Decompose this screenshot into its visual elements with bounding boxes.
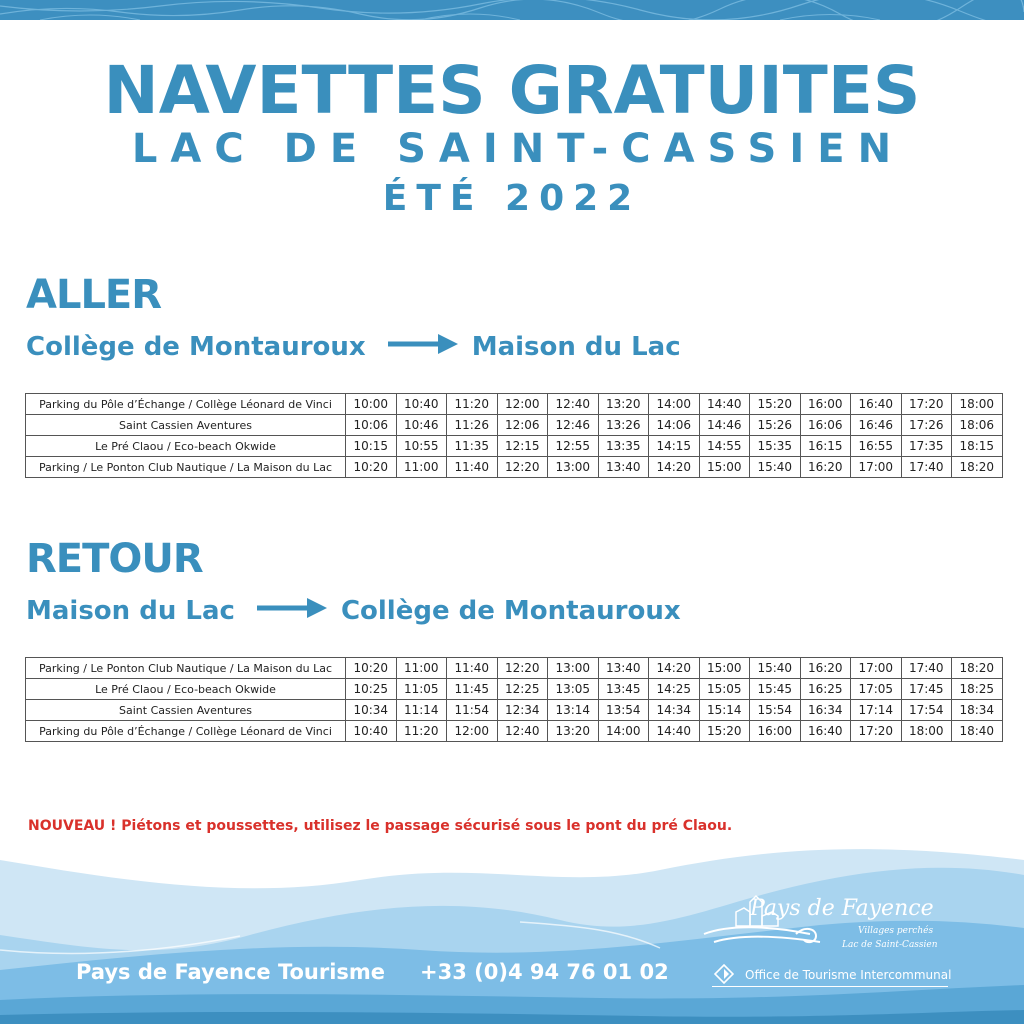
departure-time-cell: 12:00 — [497, 394, 548, 415]
aller-route — [26, 332, 681, 362]
title-block — [0, 52, 1024, 224]
departure-time-cell: 11:54 — [447, 700, 498, 721]
departure-time-cell: 17:20 — [851, 721, 902, 742]
departure-time-cell: 14:34 — [649, 700, 700, 721]
departure-time-cell: 17:54 — [901, 700, 952, 721]
departure-time-cell: 16:15 — [800, 436, 851, 457]
departure-time-cell: 12:34 — [497, 700, 548, 721]
departure-time-cell: 10:06 — [346, 415, 397, 436]
departure-time-cell: 17:26 — [901, 415, 952, 436]
departure-time-cell: 13:35 — [598, 436, 649, 457]
office-label: Office de Tourisme Intercommunal — [745, 968, 952, 982]
departure-time-cell: 13:20 — [548, 721, 599, 742]
table-row — [26, 721, 1003, 742]
departure-time-cell: 17:40 — [901, 457, 952, 478]
departure-time-cell: 12:40 — [497, 721, 548, 742]
departure-time-cell: 12:00 — [447, 721, 498, 742]
table-row — [26, 394, 1003, 415]
departure-time-cell: 15:20 — [699, 721, 750, 742]
departure-time-cell: 11:20 — [396, 721, 447, 742]
departure-time-cell: 15:40 — [750, 457, 801, 478]
departure-time-cell: 16:34 — [800, 700, 851, 721]
page-title: NAVETTES GRATUITES — [103, 52, 921, 129]
departure-time-cell: 12:15 — [497, 436, 548, 457]
departure-time-cell: 15:05 — [699, 679, 750, 700]
departure-time-cell: 13:20 — [598, 394, 649, 415]
departure-time-cell: 16:20 — [800, 658, 851, 679]
stop-name-cell: Parking du Pôle d’Échange / Collège Léonard de Vinci — [26, 721, 346, 742]
departure-time-cell: 17:45 — [901, 679, 952, 700]
departure-time-cell: 14:46 — [699, 415, 750, 436]
departure-time-cell: 16:00 — [800, 394, 851, 415]
departure-time-cell: 15:35 — [750, 436, 801, 457]
stop-name-cell: Le Pré Claou / Eco-beach Okwide — [26, 679, 346, 700]
departure-time-cell: 12:46 — [548, 415, 599, 436]
departure-time-cell: 12:40 — [548, 394, 599, 415]
footer — [0, 840, 1024, 1024]
departure-time-cell: 15:20 — [750, 394, 801, 415]
departure-time-cell: 14:20 — [649, 658, 700, 679]
departure-time-cell: 17:20 — [901, 394, 952, 415]
retour-route-to: Collège de Montauroux — [340, 596, 681, 626]
logo-tagline: Villages perchés — [858, 926, 934, 936]
departure-time-cell: 11:20 — [447, 394, 498, 415]
departure-time-cell: 10:46 — [396, 415, 447, 436]
departure-time-cell: 18:34 — [952, 700, 1003, 721]
departure-time-cell: 10:55 — [396, 436, 447, 457]
departure-time-cell: 11:26 — [447, 415, 498, 436]
departure-time-cell: 11:45 — [447, 679, 498, 700]
departure-time-cell: 14:00 — [598, 721, 649, 742]
departure-time-cell: 13:40 — [598, 457, 649, 478]
departure-time-cell: 12:25 — [497, 679, 548, 700]
departure-time-cell: 14:00 — [649, 394, 700, 415]
departure-time-cell: 14:25 — [649, 679, 700, 700]
aller-timetable — [25, 393, 1003, 478]
departure-time-cell: 17:05 — [851, 679, 902, 700]
retour-heading: RETOUR — [26, 536, 203, 582]
stop-name-cell: Parking / Le Ponton Club Nautique / La Maison du Lac — [26, 457, 346, 478]
retour-route — [26, 596, 681, 626]
season-year: ÉTÉ 2022 — [382, 178, 642, 219]
logo-divider — [712, 986, 948, 987]
departure-time-cell: 18:00 — [952, 394, 1003, 415]
departure-time-cell: 16:40 — [851, 394, 902, 415]
table-row — [26, 436, 1003, 457]
departure-time-cell: 16:00 — [750, 721, 801, 742]
logo-name: Pays de Fayence — [750, 896, 934, 921]
departure-time-cell: 18:20 — [952, 457, 1003, 478]
departure-time-cell: 18:15 — [952, 436, 1003, 457]
departure-time-cell: 11:14 — [396, 700, 447, 721]
top-decorative-band — [0, 0, 1024, 20]
departure-time-cell: 17:35 — [901, 436, 952, 457]
departure-time-cell: 17:00 — [851, 658, 902, 679]
logo-tagline: Lac de Saint-Cassien — [842, 940, 938, 950]
departure-time-cell: 17:00 — [851, 457, 902, 478]
departure-time-cell: 14:06 — [649, 415, 700, 436]
table-row — [26, 415, 1003, 436]
retour-route-from: Maison du Lac — [26, 596, 235, 626]
departure-time-cell: 18:06 — [952, 415, 1003, 436]
departure-time-cell: 11:40 — [447, 457, 498, 478]
departure-time-cell: 14:15 — [649, 436, 700, 457]
departure-time-cell: 10:40 — [396, 394, 447, 415]
departure-time-cell: 10:25 — [346, 679, 397, 700]
departure-time-cell: 18:00 — [901, 721, 952, 742]
departure-time-cell: 10:20 — [346, 658, 397, 679]
topographic-pattern — [0, 0, 1024, 20]
departure-time-cell: 15:26 — [750, 415, 801, 436]
departure-time-cell: 13:00 — [548, 658, 599, 679]
departure-time-cell: 12:20 — [497, 658, 548, 679]
departure-time-cell: 16:55 — [851, 436, 902, 457]
table-row — [26, 457, 1003, 478]
departure-time-cell: 14:40 — [649, 721, 700, 742]
departure-time-cell: 10:00 — [346, 394, 397, 415]
departure-time-cell: 15:14 — [699, 700, 750, 721]
departure-time-cell: 13:45 — [598, 679, 649, 700]
departure-time-cell: 10:40 — [346, 721, 397, 742]
aller-heading: ALLER — [26, 272, 162, 318]
departure-time-cell: 10:15 — [346, 436, 397, 457]
departure-time-cell: 15:45 — [750, 679, 801, 700]
departure-time-cell: 15:00 — [699, 457, 750, 478]
stop-name-cell: Saint Cassien Aventures — [26, 700, 346, 721]
departure-time-cell: 14:55 — [699, 436, 750, 457]
table-row — [26, 658, 1003, 679]
departure-time-cell: 12:20 — [497, 457, 548, 478]
departure-time-cell: 14:40 — [699, 394, 750, 415]
departure-time-cell: 17:40 — [901, 658, 952, 679]
departure-time-cell: 13:54 — [598, 700, 649, 721]
departure-time-cell: 18:20 — [952, 658, 1003, 679]
arrow-right-icon — [388, 332, 458, 362]
phone-number-link[interactable]: +33 (0)4 94 76 01 02 — [420, 960, 669, 984]
departure-time-cell: 10:20 — [346, 457, 397, 478]
departure-time-cell: 11:35 — [447, 436, 498, 457]
table-row — [26, 679, 1003, 700]
retour-timetable — [25, 657, 1003, 742]
departure-time-cell: 14:20 — [649, 457, 700, 478]
departure-time-cell: 13:40 — [598, 658, 649, 679]
stop-name-cell: Le Pré Claou / Eco-beach Okwide — [26, 436, 346, 457]
departure-time-cell: 15:40 — [750, 658, 801, 679]
aller-route-from: Collège de Montauroux — [26, 332, 366, 362]
departure-time-cell: 11:00 — [396, 457, 447, 478]
departure-time-cell: 13:00 — [548, 457, 599, 478]
arrow-right-icon — [257, 596, 327, 626]
departure-time-cell: 11:00 — [396, 658, 447, 679]
departure-time-cell: 13:26 — [598, 415, 649, 436]
departure-time-cell: 15:00 — [699, 658, 750, 679]
stop-name-cell: Parking / Le Ponton Club Nautique / La Maison du Lac — [26, 658, 346, 679]
stop-name-cell: Parking du Pôle d’Échange / Collège Léonard de Vinci — [26, 394, 346, 415]
departure-time-cell: 11:40 — [447, 658, 498, 679]
departure-time-cell: 16:20 — [800, 457, 851, 478]
table-row — [26, 700, 1003, 721]
departure-time-cell: 16:06 — [800, 415, 851, 436]
page-subtitle: LAC DE SAINT-CASSIEN — [131, 126, 905, 172]
stop-name-cell: Saint Cassien Aventures — [26, 415, 346, 436]
departure-time-cell: 16:25 — [800, 679, 851, 700]
departure-time-cell: 18:25 — [952, 679, 1003, 700]
footer-brand: Pays de Fayence Tourisme — [76, 960, 386, 984]
departure-time-cell: 15:54 — [750, 700, 801, 721]
departure-time-cell: 16:46 — [851, 415, 902, 436]
new-notice: NOUVEAU ! Piétons et poussettes, utilisez le passage sécurisé sous le pont du pré Claou. — [28, 818, 733, 834]
departure-time-cell: 17:14 — [851, 700, 902, 721]
departure-time-cell: 13:05 — [548, 679, 599, 700]
departure-time-cell: 13:14 — [548, 700, 599, 721]
aller-route-to: Maison du Lac — [471, 332, 681, 362]
departure-time-cell: 12:55 — [548, 436, 599, 457]
departure-time-cell: 18:40 — [952, 721, 1003, 742]
departure-time-cell: 12:06 — [497, 415, 548, 436]
departure-time-cell: 10:34 — [346, 700, 397, 721]
departure-time-cell: 16:40 — [800, 721, 851, 742]
departure-time-cell: 11:05 — [396, 679, 447, 700]
